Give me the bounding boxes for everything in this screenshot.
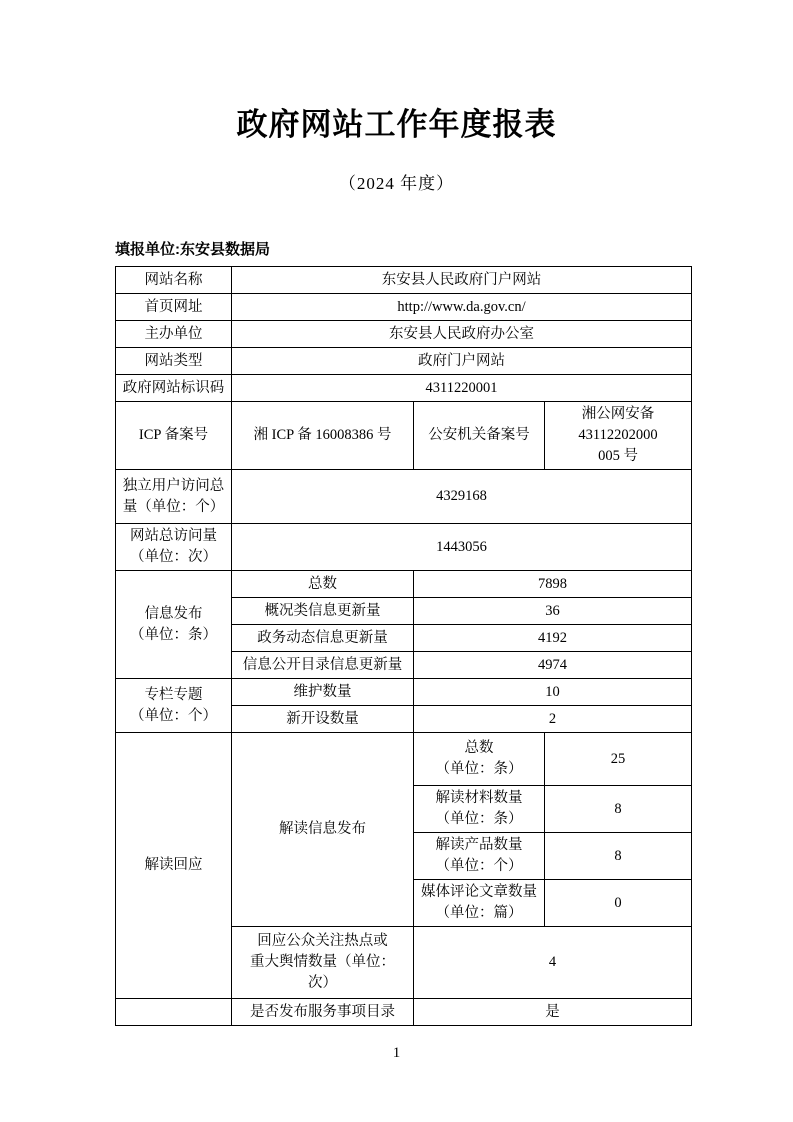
row-unique-visitors [116, 470, 692, 524]
info-release-group-label: 信息发布 （单位：条） [116, 571, 232, 679]
info-release-item-label: 总数 [232, 571, 414, 598]
info-release-item-value: 4192 [414, 625, 692, 652]
special-topics-item-label: 维护数量 [232, 679, 414, 706]
site-type-label: 网站类型 [116, 348, 232, 375]
total-visits-label: 网站总访问量 （单位：次） [116, 524, 232, 571]
home-url-value: http://www.da.gov.cn/ [232, 294, 692, 321]
home-url-label: 首页网址 [116, 294, 232, 321]
icp-label: ICP 备案号 [116, 402, 232, 470]
police-record-label: 公安机关备案号 [414, 402, 545, 470]
site-name-value: 东安县人民政府门户网站 [232, 267, 692, 294]
site-type-value: 政府门户网站 [232, 348, 692, 375]
row-icp [116, 402, 692, 470]
row-special-topics-maintained [116, 679, 692, 706]
interpretation-item-value: 0 [545, 880, 692, 927]
site-code-value: 4311220001 [232, 375, 692, 402]
info-release-item-value: 36 [414, 598, 692, 625]
site-name-label: 网站名称 [116, 267, 232, 294]
service-directory-value: 是 [414, 999, 692, 1026]
row-service-directory [116, 999, 692, 1026]
info-release-item-value: 4974 [414, 652, 692, 679]
hotspot-response-label: 回应公众关注热点或 重大舆情数量（单位： 次） [232, 927, 414, 999]
report-title: 政府网站工作年度报表 [236, 107, 557, 142]
interpretation-item-label: 媒体评论文章数量 （单位：篇） [414, 880, 545, 927]
row-total-visits [116, 524, 692, 571]
unique-visitors-value: 4329168 [232, 470, 692, 524]
unique-visitors-label: 独立用户访问总 量（单位：个） [116, 470, 232, 524]
row-interpretation-total [116, 733, 692, 786]
annual-report-table [115, 266, 692, 1026]
interpretation-item-value: 8 [545, 833, 692, 880]
info-release-item-label: 概况类信息更新量 [232, 598, 414, 625]
icp-value: 湘 ICP 备 16008386 号 [232, 402, 414, 470]
interpretation-release-label: 解读信息发布 [232, 733, 414, 927]
total-visits-value: 1443056 [232, 524, 692, 571]
special-topics-item-value: 2 [414, 706, 692, 733]
report-subtitle: （2024 年度） [338, 174, 455, 194]
page-number: 1 [392, 1045, 401, 1061]
interpretation-item-label: 总数 （单位：条） [414, 733, 545, 786]
interpretation-item-label: 解读产品数量 （单位：个） [414, 833, 545, 880]
row-home-url [116, 294, 692, 321]
organizer-label: 主办单位 [116, 321, 232, 348]
row-info-release-total [116, 571, 692, 598]
special-topics-item-value: 10 [414, 679, 692, 706]
row-site-name [116, 267, 692, 294]
special-topics-item-label: 新开设数量 [232, 706, 414, 733]
service-directory-label: 是否发布服务事项目录 [232, 999, 414, 1026]
organizer-value: 东安县人民政府办公室 [232, 321, 692, 348]
service-directory-group-cell [116, 999, 232, 1026]
info-release-item-label: 政务动态信息更新量 [232, 625, 414, 652]
interpretation-item-label: 解读材料数量 （单位：条） [414, 786, 545, 833]
info-release-item-label: 信息公开目录信息更新量 [232, 652, 414, 679]
reporting-unit: 填报单位:东安县数据局 [115, 241, 270, 259]
row-site-code [116, 375, 692, 402]
interpretation-group-label: 解读回应 [116, 733, 232, 999]
special-topics-group-label: 专栏专题 （单位：个） [116, 679, 232, 733]
interpretation-item-value: 8 [545, 786, 692, 833]
row-organizer [116, 321, 692, 348]
site-code-label: 政府网站标识码 [116, 375, 232, 402]
info-release-item-value: 7898 [414, 571, 692, 598]
row-site-type [116, 348, 692, 375]
interpretation-item-value: 25 [545, 733, 692, 786]
police-record-value: 湘公网安备 43112202000 005 号 [545, 402, 692, 470]
hotspot-response-value: 4 [414, 927, 692, 999]
